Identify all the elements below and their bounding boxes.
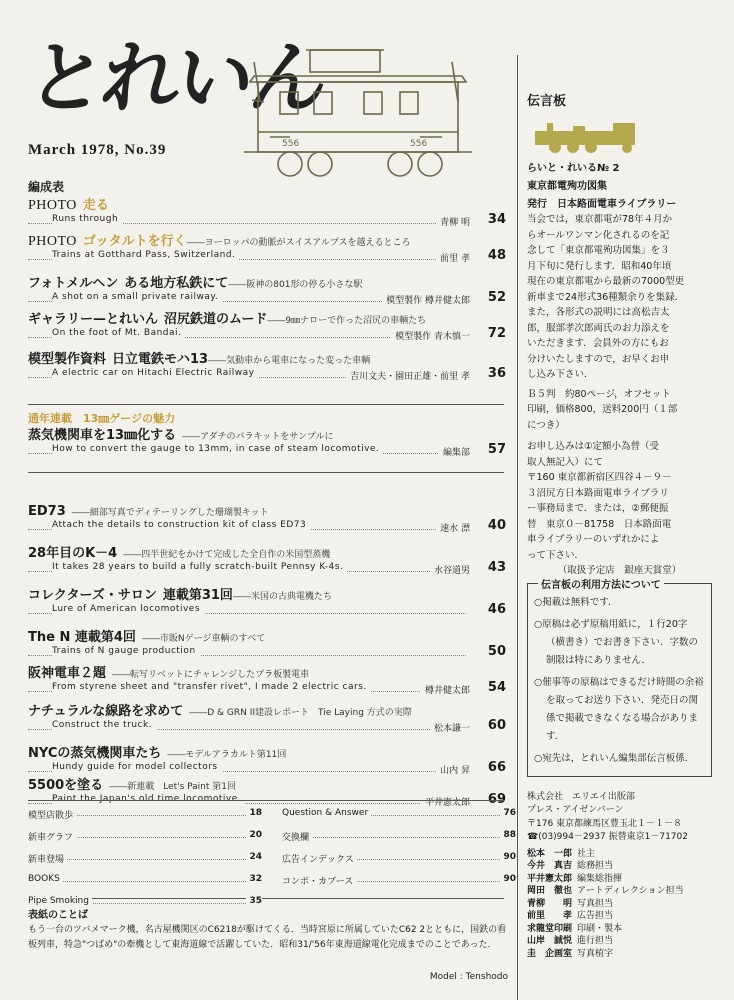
toc-entry [28,774,506,812]
svg-text:556: 556 [410,139,428,149]
staff-role: 社主 [577,848,596,859]
shop-line: （取扱予定店 銀座天賞堂） [557,565,682,576]
misc-item [28,874,262,884]
entry-page: 72 [487,326,506,341]
misc-title: Question & Answer [282,808,371,818]
staff-row [527,860,712,873]
entry-english: Trains of N gauge production [52,646,200,656]
entry-author: 水谷道男 [430,563,470,576]
usage-note: ○掲載は無料です． [534,596,618,608]
entry-title: 連載第31回 [162,588,233,603]
entry-label: 28年目のK－4 [28,546,118,561]
apply-line: お申し込みは①定額小為替（受 [527,441,660,452]
usage-title: 伝言板の利用方法について [538,576,664,591]
entry-author: 松本謙一 [430,721,470,734]
entry-page: 36 [487,366,506,381]
message-board [527,90,712,960]
body-line: 念して「東京都電殉功図集」を３ [527,245,670,256]
entry-page: 69 [487,792,506,807]
entry-subtitle: ――新連載 Let's Paint 第1回 [109,782,236,792]
staff-role: 編集総指揮 [577,873,623,884]
body-line: らオールワンマン化されるのを記 [527,229,670,241]
entry-author: 平井憲太郎 [421,795,470,808]
staff-name: 松本 一郎 [527,848,573,859]
entry-page: 46 [487,602,506,617]
entry-page: 34 [487,212,506,227]
usage-note-text: 宛先は，とれいん編集部伝言板係． [542,752,695,764]
entry-page: 54 [487,680,506,695]
magazine-logo: とれいん [21,34,331,124]
leader-dots [282,837,516,838]
entry-title: 沼尻鉄道のムード [164,312,268,327]
entry-label: 阪神電車２題 [28,666,107,681]
entry-page: 43 [487,560,506,575]
locomotive-icon [527,117,712,155]
entry-label: The N 連載第4回 [28,630,136,645]
entry-label: NYCの蒸気機関車たち [28,746,162,761]
misc-page: 32 [246,874,262,884]
spec-line: につき） [527,419,565,431]
entry-label: ナチュラルな線路を求めて [28,704,184,719]
entry-label: PHOTO [28,198,77,213]
entry-english: Lure of American locomotives [52,604,204,614]
toc-entry [28,348,506,386]
body-line: また，各形式の説明には高松吉太 [527,307,670,318]
staff-role: 写真植字 [577,948,614,959]
misc-page: 76 [500,808,516,818]
toc-entry [28,662,506,700]
entry-author: 編集部 [439,445,470,458]
toc-entry [28,500,506,538]
misc-page: 20 [246,830,262,840]
usage-note-text: 原稿は必ず原稿用紙に，１行20字（横書き）でお書き下さい．字数の制限は特にありません． [542,618,699,666]
staff-name: 今井 真吉 [527,861,573,871]
misc-page: 90 [500,874,516,884]
staff-role: 広告担当 [577,911,614,921]
apply-line: 取人無記入）にて [527,456,604,468]
entry-page: 57 [487,442,506,457]
misc-title: 交換欄 [282,833,312,843]
apply-line: ー事務局まで．または，②郵便振 [527,503,669,514]
entry-page: 40 [487,518,506,533]
body-line: 月下旬に発行します．昭和40年頃 [527,260,672,272]
toc-entry [28,542,506,580]
staff-role: 進行担当 [577,936,614,946]
entry-english: Trains at Gotthard Pass, Switzerland. [52,250,239,260]
misc-title: 新車グラフ [28,833,76,843]
entry-subtitle: ――D & GRN II建設レポート Tie Laying 方式の実際 [189,708,412,718]
misc-title: 模型店散歩 [28,811,76,821]
apply-line: 〒160 東京都新宿区四谷４－９－ [527,472,672,483]
misc-page: 90 [500,852,516,862]
misc-item [28,852,262,865]
misc-page: 18 [246,808,262,818]
staff-row [527,923,712,936]
entry-author: 青柳 明 [436,215,470,228]
board-sub2: 東京都電殉功図集 [527,181,607,192]
staff-name: 岡田 徹也 [527,886,573,896]
staff-row [527,885,712,898]
apply-line: 替 東京０－81758 日本路面電 [527,518,672,530]
caboose-illustration [240,42,476,182]
entry-title: 日立電鉄モハ13 [112,352,209,367]
issue-label: March 1978, No.39 [28,142,167,158]
entry-subtitle: ――米国の古典電機たち [232,592,332,602]
staff-role: アートディレクション担当 [577,886,684,896]
divider [28,472,504,473]
entry-author: 樽井健太郎 [421,683,470,696]
apply-line: って下さい． [527,549,585,561]
entry-page: 50 [487,644,506,659]
entry-subtitle: ――細部写真でディテーリングした珊瑚製キット [71,508,269,518]
staff-role: 印刷・製本 [577,923,623,934]
apply-line: ３沼尻方日本路面電車ライブラリ [527,487,669,499]
entry-author: 速水 漂 [436,521,470,534]
entry-page: 48 [487,248,506,263]
misc-page: 35 [246,896,262,906]
apply-line: 車ライブラリーのいずれかによ [527,534,660,545]
body-line: 新車まで24形式36種類余りを集録． [527,291,685,303]
usage-box [527,579,712,777]
entry-english: Hundy guide for model collectors [52,762,222,772]
entry-subtitle: ――アダチのパラキットをサンプルに [182,432,334,442]
pub-line: ☎(03)994－2937 振替東京1－71702 [527,832,688,842]
toc-entry [28,194,506,232]
misc-item [282,830,516,843]
staff-role: 写真担当 [577,898,614,909]
entry-english: It takes 28 years to build a fully scratch-built Pennsy K-4s. [52,562,347,572]
entry-subtitle: ――市販Nゲージ車輌のすべて [141,634,266,644]
entry-subtitle: ――ヨーロッパの動脈がスイスアルプスを越えるところ [186,238,411,248]
misc-item [282,874,516,887]
entry-english: How to convert the gauge to 13mm, in case of steam locomotive. [52,444,383,454]
staff-row [527,873,712,886]
cover-note [28,906,510,982]
entry-page: 52 [487,290,506,305]
entry-subtitle: ――モデルアラカルト第11回 [167,750,287,760]
misc-title: BOOKS [28,874,63,884]
divider [28,800,504,801]
toc-entry [28,424,506,462]
toc-entry [28,272,506,310]
staff-row [527,935,712,948]
entry-english: Runs through [52,214,122,224]
svg-text:556: 556 [282,139,300,149]
entry-subtitle: ――転写リベットにチャレンジしたプラ板製電車 [112,670,310,680]
serial-heading: 通年連載 13㎜ゲージの魅力 [28,412,176,425]
contents-heading: 編成表 [28,180,65,194]
leader-dots [28,881,262,882]
staff-row [527,898,712,911]
misc-item [282,808,516,818]
staff-name: 求龍堂印刷 [527,923,573,934]
misc-item [28,896,262,906]
entry-english: Attach the details to construction kit of class ED73 [52,520,310,530]
board-sub1: らいと・れいる№ 2 [527,163,620,174]
pub-line: 株式会社 エリエイ出版部 [527,791,635,802]
entry-english: From styrene sheet and "transfer rivet", I made 2 electric cars. [52,682,371,692]
entry-english: On the foot of Mt. Bandai. [52,328,185,338]
entry-label: ギャラリー—とれいん [28,312,159,327]
usage-note-text: 掲載は無料です． [542,596,618,608]
pub-line: プレス・アイゼンバーン [527,805,624,815]
cover-text: もう一台のツバメマーク機，名古屋機関区のC6218が駆けてくる．当時宮原に所属していたC62 2とともに，国鉄の看板列車，特急"つばめ"の牽機として東海道線で活躍していた．昭和31/'56年東海道線電化完成までのことであった． [28,925,507,950]
usage-note: ○原稿は必ず原稿用紙に，１行20字（横書き）でお書き下さい．字数の制限は特にありません． [534,618,699,666]
entry-title: 走る [82,198,109,213]
entry-label: 5500を塗る [28,778,104,793]
staff-name: 平井憲太郎 [527,873,573,884]
entry-label: 模型製作資料 [28,352,107,367]
entry-english: Paint the Japan's old time locomotive. [52,794,245,804]
misc-title: コンポ・カブース [282,877,356,887]
misc-title: 新車登場 [28,855,67,865]
usage-note: ○宛先は，とれいん編集部伝言板係． [534,752,695,764]
divider [28,404,504,405]
body-line: し込み下さい． [527,369,594,380]
board-title: 伝言板 [527,94,567,109]
entry-english: Construct the truck. [52,720,156,730]
body-line: いただきます．会員外の方にもお [527,338,669,349]
entry-subtitle: ――気動車から電車になった変った車輌 [208,356,371,366]
entry-english: A electric car on Hitachi Electric Railway [52,368,259,378]
entry-label: コレクターズ・サロン [28,588,157,603]
misc-page: 88 [500,830,516,840]
entry-page: 60 [487,718,506,733]
usage-note: ○催事等の原稿はできるだけ時間の余裕を取ってお送り下さい．発売日の関係で掲載できなくなる場合があります． [534,676,704,742]
toc-entry [28,584,506,622]
body-line: 郎，服部孝次郎両氏のお力添えを [527,322,670,334]
misc-title: 広告インデックス [282,855,357,865]
column-divider [517,55,518,1000]
misc-item [28,808,262,821]
staff-row [527,948,712,961]
entry-author: 模型製作 青木慎一 [391,329,470,342]
entry-author: 前里 孝 [436,251,470,264]
entry-subtitle: ――四半世紀をかけて完成した全自作の米国型蒸機 [123,550,331,560]
entry-subtitle: ――阪神の801形の停る小さな駅 [228,280,363,290]
entry-label: PHOTO [28,234,77,249]
body-line: 分けいたしますので，お早くお申 [527,353,670,365]
toc-entry [28,700,506,738]
entry-author: 山内 昇 [436,763,470,776]
misc-item [282,852,516,865]
toc-entry [28,230,506,268]
board-sub3: 発行 日本路面電車ライブラリー [527,199,677,210]
usage-note-text: 催事等の原稿はできるだけ時間の余裕を取ってお送り下さい．発売日の関係で掲載できなくなる場合があります． [542,676,704,742]
pub-line: 〒176 東京都練馬区豊玉北１－１－８ [527,818,683,829]
entry-label: ED73 [28,504,66,519]
staff-row [527,848,712,861]
entry-author: 吉川文夫・園田正雄・前里 孝 [346,369,470,382]
staff-name: 圭 企画室 [527,948,573,959]
staff-name: 前里 孝 [527,911,573,921]
toc-entry [28,308,506,346]
cover-model: Model : Tenshodo [429,972,508,982]
body-line: 現在の東京都電から最新の7000型更 [527,276,685,287]
spec-line: 印刷，価格800，送料200円（１部 [527,404,678,415]
cover-title: 表紙のことば [28,910,88,921]
entry-title: ある地方私鉄にて [124,276,229,291]
entry-english: A shot on a small private railway. [52,292,222,302]
staff-name: 青柳 明 [527,898,573,909]
entry-label: 蒸気機関車を13㎜化する [28,428,177,443]
spec-line: Ｂ５判 約80ページ，オフセット [527,388,671,400]
staff-row [527,910,712,923]
body-line: 当会では，東京都電が78年４月か [527,214,673,225]
entry-label: フォトメルヘン [28,276,119,291]
misc-page: 24 [246,852,262,862]
misc-item [28,830,262,843]
entry-subtitle: ――9㎜ナローで作った沼尻の車輌たち [267,316,427,326]
toc-entry [28,626,506,664]
entry-title: ゴッタルトを行く [82,234,187,249]
entry-author: 模型製作 樽井健太郎 [382,293,470,306]
staff-role: 総務担当 [577,861,614,871]
staff-name: 山岸 誠悦 [527,936,573,946]
misc-title: Pipe Smoking [28,896,92,906]
entry-page: 66 [487,760,506,775]
